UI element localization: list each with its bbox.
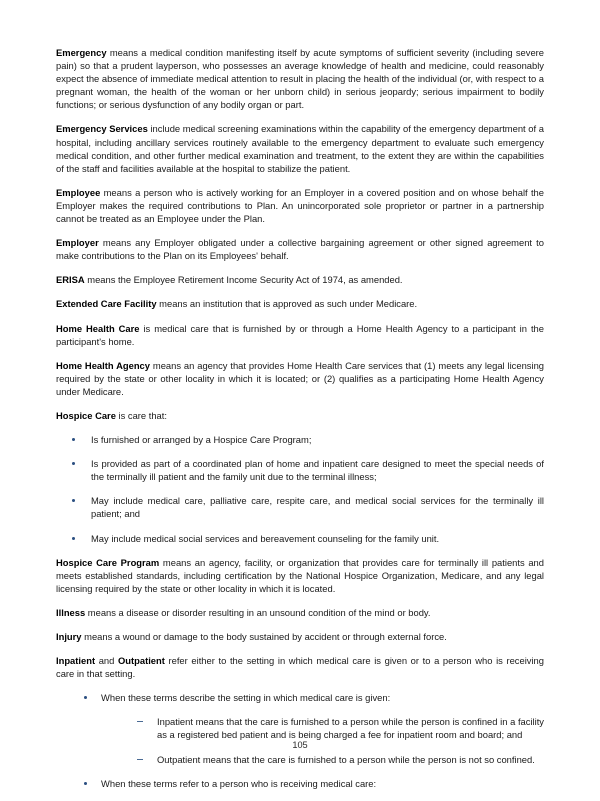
term-body: refer either to the setting in which medical care is given or to a person who is receiving care in that setting. xyxy=(56,655,544,680)
setting-description-list xyxy=(56,691,544,765)
term-body: means a medical condition manifesting itself by acute symptoms of sufficient severity (including severe pain) so that a prudent layperson, who possesses an average knowledge of health and medicine, could reasonably expect the absence of immediate medical attention to result in placing the health of the individual (or, with respect to a pregnant woman, the health of the woman or her unborn child) in serious jeopardy; serious impairment to bodily functions; or serious dysfunction of any bodily organ or part. xyxy=(56,47,544,111)
term-label: Employer xyxy=(56,237,99,249)
bullet-dot-icon xyxy=(84,696,87,699)
term-body: means the Employee Retirement Income Security Act of 1974, as amended. xyxy=(84,274,403,286)
list-item xyxy=(56,691,544,765)
term-label: Extended Care Facility xyxy=(56,298,157,310)
term-body: means a wound or damage to the body sustained by accident or through external force. xyxy=(81,631,447,642)
list-item xyxy=(56,433,544,446)
list-item-text: Is furnished or arranged by a Hospice Care Program; xyxy=(91,434,312,446)
term-label: Inpatient xyxy=(56,655,96,667)
term-body: is care that: xyxy=(115,409,167,421)
bullet-dot-icon xyxy=(72,499,75,502)
bullet-dot-icon xyxy=(84,782,87,785)
term-body: is medical care that is furnished by or through a Home Health Agency to a participant in the participant's home. xyxy=(56,322,544,347)
definition-hospice-care xyxy=(56,409,544,422)
list-item xyxy=(101,753,544,766)
term-label: Employee xyxy=(56,186,101,198)
list-item-text: Is provided as part of a coordinated plan of home and inpatient care designed to meet the special needs of the terminally ill patient and the family unit due to the terminal illness; xyxy=(91,458,544,483)
list-item xyxy=(56,777,544,790)
dash-bullet-icon xyxy=(137,721,143,722)
term-body: means a person who is actively working for an Employer in a covered position and on whose behalf the Employer makes the required contributions to Plan. An unincorporated sole proprietor or partner in a partnership cannot be treated as an Employee under the Plan. xyxy=(56,186,544,225)
term-label: Home Health Care xyxy=(56,322,140,334)
term-body: means an agency that provides Home Health Care services that (1) meets any legal licensing required by the state or other locality in which it is located; or (2) qualifies as a participating Home Health Agency under Medicare. xyxy=(56,359,544,397)
definition-emergency-services xyxy=(56,122,544,174)
definition-emergency xyxy=(56,46,544,111)
list-item xyxy=(101,715,544,741)
list-item xyxy=(56,494,544,520)
definition-home-health-care xyxy=(56,322,544,348)
definition-inpatient-outpatient xyxy=(56,654,544,680)
list-item-text: Inpatient means that the care is furnished to a person while the person is confined in a facility as a registered bed patient and is being charged a fee for inpatient room and board; and xyxy=(157,716,544,741)
dash-bullet-icon xyxy=(137,759,143,760)
term-label: Home Health Agency xyxy=(56,359,150,371)
term-label: Illness xyxy=(56,606,86,618)
bullet-dot-icon xyxy=(72,462,75,465)
term-body: means an institution that is approved as such under Medicare. xyxy=(156,298,418,310)
term-label: Injury xyxy=(56,631,82,642)
definition-hospice-care-program xyxy=(56,556,544,595)
term-label: ERISA xyxy=(56,274,85,286)
page-number: 105 xyxy=(292,740,308,750)
list-item-text: May include medical social services and bereavement counseling for the family unit. xyxy=(91,532,440,544)
list-item-text: Outpatient means that the care is furnished to a person while the person is not so confined. xyxy=(157,753,535,765)
term-label: Emergency xyxy=(56,47,107,58)
term-label-secondary: Outpatient xyxy=(117,655,165,667)
bullet-dot-icon xyxy=(72,438,75,441)
term-body: include medical screening examinations within the capability of the emergency department of a hospital, including ancillary services routinely available to the emergency department to evaluate such emergency medical condition, and other further medical examination and treatment, to the extent they are within the capabilities of the staff and facilities available at the hospital to stabilize the patient. xyxy=(56,123,544,174)
term-label: Emergency Services xyxy=(56,123,148,135)
bullet-dot-icon xyxy=(72,537,75,540)
definition-injury xyxy=(56,630,544,643)
definition-extended-care-facility xyxy=(56,297,544,310)
definition-employer xyxy=(56,236,544,262)
list-item xyxy=(56,532,544,545)
term-conjunction: and xyxy=(95,655,118,667)
list-item-text: May include medical care, palliative care, respite care, and medical social services for the terminally ill patient; and xyxy=(91,495,544,520)
list-item xyxy=(56,457,544,483)
definition-home-health-agency xyxy=(56,359,544,398)
person-reference-list xyxy=(56,777,544,790)
term-label: Hospice Care xyxy=(56,409,116,421)
term-body: means an agency, facility, or organization that provides care for terminally ill patients and meets established standards, including certification by the National Hospice Organization, Medicare, and any legal licensing required by the state or other locality in which it is located. xyxy=(56,556,544,594)
definition-illness xyxy=(56,606,544,619)
term-body: means a disease or disorder resulting in an unsound condition of the mind or body. xyxy=(85,606,431,618)
term-body: means any Employer obligated under a collective bargaining agreement or other signed agreement to make contributions to the Plan on its Employees' behalf. xyxy=(56,237,544,262)
term-label: Hospice Care Program xyxy=(56,556,160,568)
definition-erisa xyxy=(56,273,544,286)
list-item-text: When these terms describe the setting in which medical care is given: xyxy=(101,692,391,704)
hospice-care-criteria-list xyxy=(56,433,544,545)
page-content xyxy=(56,46,544,801)
definition-employee xyxy=(56,186,544,225)
list-item-text: When these terms refer to a person who is receiving medical care: xyxy=(101,777,377,789)
